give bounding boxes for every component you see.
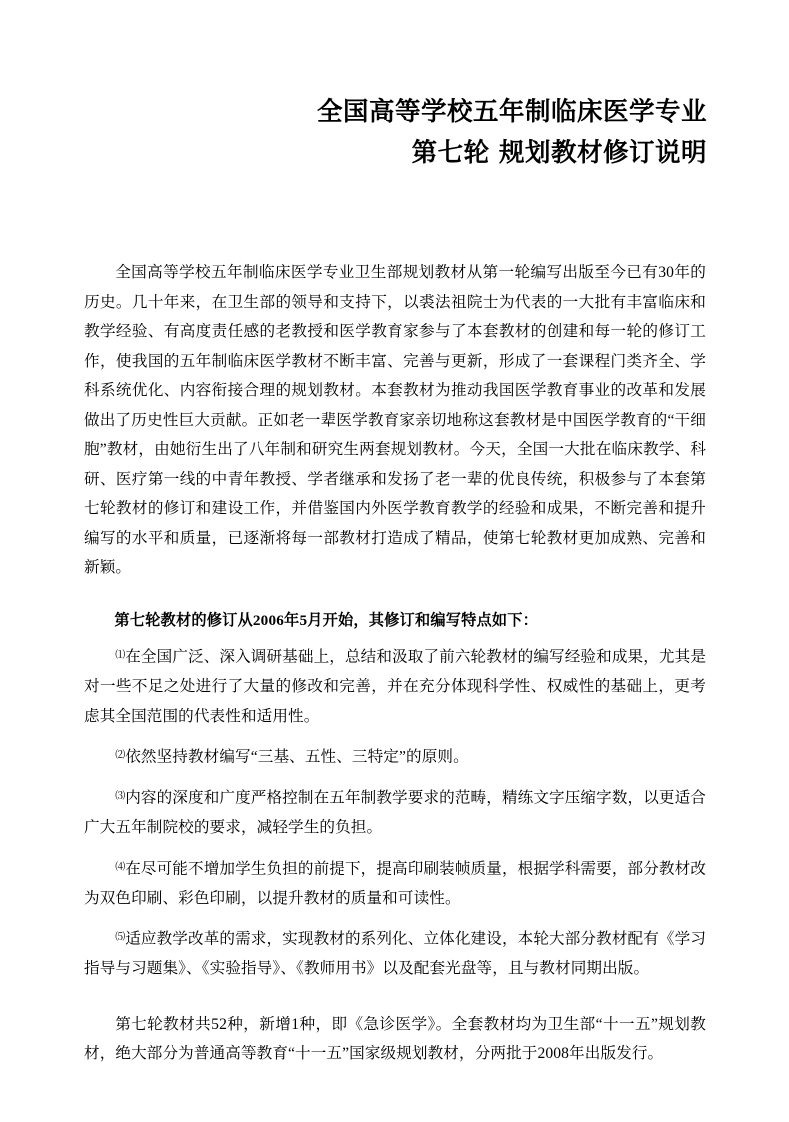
paragraph-intro: 全国高等学校五年制临床医学专业卫生部规划教材从第一轮编写出版至今已有30年的历史。几十年来，在卫生部的领导和支持下，以裘法祖院士为代表的一大批有丰富临床和教学经验、有高度责任感的老教授和医学教育家参与了本套教材的创建和每一轮的修订工作，使我国的五年制临床医学教材不断丰富、完善与更新，形成了一套课程门类齐全、学科系统优化、内容衔接合理的规划教材。本套教材为推动我国医学教育事业的改革和发展做出了历史性巨大贡献。正如老一辈医学教育家亲切地称这套教材是中国医学教育的“干细胞”教材，由她衍生出了八年制和研究生两套规划教材。今天，全国一大批在临床教学、科研、医疗第一线的中青年教授、学者继承和发扬了老一辈的优良传统，积极参与了本套第七轮教材的修订和建设工作，并借鉴国内外医学教育教学的经验和成果，不断完善和提升编写的水平和质量，已逐渐将每一部教材打造成了精品，使第七轮教材更加成熟、完善和新颖。 — [84, 264, 706, 576]
list-item — [84, 782, 706, 843]
document-body — [84, 258, 706, 1069]
list-item-text: 在全国广泛、深入调研基础上，总结和汲取了前六轮教材的编写经验和成果，尤其是对一些不足之处进行了大量的修改和完善，并在充分体现科学性、权威性的基础上，更考虑其全国范围的代表性和适用性。 — [84, 648, 707, 725]
list-item — [84, 853, 706, 914]
list-item-text: 依然坚持教材编写“三基、五性、三特定”的原则。 — [125, 748, 469, 766]
bullet-marker-2: ⑵ — [115, 750, 125, 761]
list-item — [84, 923, 706, 984]
list-item — [84, 641, 706, 731]
list-item-text: 在尽可能不增加学生负担的前提下，提高印刷装帧质量，根据学科需要，部分教材改为双色印刷、彩色印刷，以提升教材的质量和可读性。 — [84, 860, 707, 907]
bullet-marker-4: ⑷ — [115, 861, 125, 873]
revision-heading: 第七轮教材的修订从2006年5月开始，其修订和编写特点如下： — [114, 611, 539, 629]
title-line-2: 第七轮 规划教材修订说明 — [411, 138, 707, 168]
title-line-1: 全国高等学校五年制临床医学专业 — [316, 97, 707, 127]
list-item-text: 适应教学改革的需求，实现教材的系列化、立体化建设，本轮大部分教材配有《学习指导与习题集》、《实验指导》、《教师用书》以及配套光盘等，且与教材同期出版。 — [84, 930, 707, 977]
list-item — [84, 741, 706, 772]
bullet-marker-3: ⑶ — [115, 791, 125, 802]
revision-points-list — [84, 641, 706, 984]
bullet-marker-5: ⑸ — [115, 932, 125, 943]
paragraph-closing: 第七轮教材共52种，新增1种，即《急诊医学》。全套教材均为卫生部“十一五”规划教材，绝大部分为普通高等教育“十一五”国家级规划教材，分两批于2008年出版发行。 — [84, 1015, 706, 1062]
bullet-marker-1: ⑴ — [115, 650, 125, 661]
document-title — [67, 92, 707, 174]
list-item-text: 内容的深度和广度严格控制在五年制教学要求的范畴，精练文字压缩字数，以更适合广大五年制院校的要求，减轻学生的负担。 — [84, 789, 707, 836]
